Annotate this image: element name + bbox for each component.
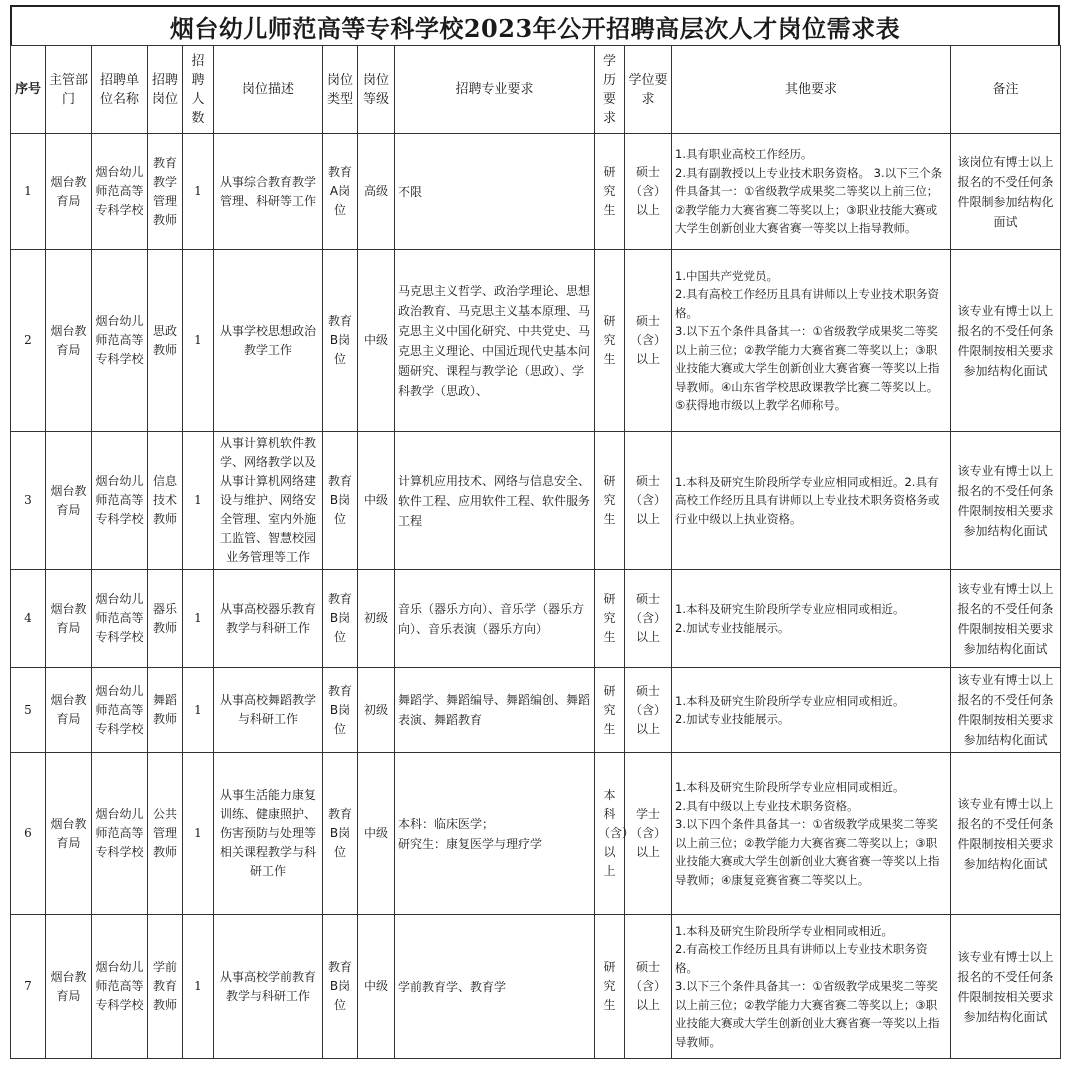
row-degree: 硕士（含）以上 [625, 668, 672, 753]
table-row [11, 753, 1061, 915]
row-seq: 2 [11, 250, 46, 432]
row-desc: 从事综合教育教学管理、科研等工作 [214, 134, 323, 250]
row-post: 信息技术教师 [148, 432, 183, 570]
row-dept: 烟台教育局 [46, 915, 92, 1059]
row-desc: 从事学校思想政治教学工作 [214, 250, 323, 432]
row-unit: 烟台幼儿师范高等专科学校 [92, 134, 148, 250]
row-unit: 烟台幼儿师范高等专科学校 [92, 668, 148, 753]
row-note: 该岗位有博士以上报名的不受任何条件限制参加结构化面试 [951, 134, 1061, 250]
header-post: 招聘岗位 [148, 46, 183, 134]
row-other: 1.具有职业高校工作经历。 2.具有副教授以上专业技术职务资格。 3.以下三个条件具备其一：①省级教学成果奖二等奖以上前三位；②教学能力大赛省赛二等奖以上；③职业技能大赛或大学生创新创业大赛省赛一等奖以上指导教师。 [672, 134, 951, 250]
row-degree: 学士（含）以上 [625, 753, 672, 915]
row-type: 教育B岗位 [323, 668, 358, 753]
row-level: 中级 [358, 915, 395, 1059]
row-desc: 从事高校器乐教育教学与科研工作 [214, 570, 323, 668]
sheet-title: 烟台幼儿师范高等专科学校2023年公开招聘高层次人才岗位需求表 [10, 5, 1060, 45]
row-unit: 烟台幼儿师范高等专科学校 [92, 753, 148, 915]
row-count: 1 [183, 570, 214, 668]
row-seq: 3 [11, 432, 46, 570]
row-level: 中级 [358, 250, 395, 432]
row-major: 学前教育学、教育学 [395, 915, 595, 1059]
positions-table [10, 45, 1061, 1059]
row-type: 教育B岗位 [323, 250, 358, 432]
table-row [11, 432, 1061, 570]
header-seq: 序号 [11, 46, 46, 134]
row-count: 1 [183, 668, 214, 753]
recruitment-sheet [10, 5, 1060, 1052]
header-row [11, 46, 1061, 134]
row-degree: 硕士（含）以上 [625, 134, 672, 250]
header-unit: 招聘单位名称 [92, 46, 148, 134]
header-major: 招聘专业要求 [395, 46, 595, 134]
row-dept: 烟台教育局 [46, 134, 92, 250]
row-other: 1.中国共产党党员。 2.具有高校工作经历且具有讲师以上专业技术职务资格。 3.以下五个条件具备其一：①省级教学成果奖二等奖以上前三位；②教学能力大赛省赛二等奖以上；③职业技能大赛或大学生创新创业大赛省赛一等奖以上指导教师。④山东省学校思政课教学比赛二等奖以上。⑤获得地市级以上教学名师称号。 [672, 250, 951, 432]
row-dept: 烟台教育局 [46, 753, 92, 915]
row-seq: 6 [11, 753, 46, 915]
row-level: 中级 [358, 753, 395, 915]
row-desc: 从事生活能力康复训练、健康照护、伤害预防与处理等相关课程教学与科研工作 [214, 753, 323, 915]
row-note: 该专业有博士以上报名的不受任何条件限制按相关要求参加结构化面试 [951, 250, 1061, 432]
row-dept: 烟台教育局 [46, 250, 92, 432]
row-edu: 研究生 [595, 668, 625, 753]
row-edu: 研究生 [595, 134, 625, 250]
table-row [11, 915, 1061, 1059]
row-level: 高级 [358, 134, 395, 250]
row-count: 1 [183, 134, 214, 250]
row-count: 1 [183, 432, 214, 570]
row-major: 马克思主义哲学、政治学理论、思想政治教育、马克思主义基本原理、马克思主义中国化研究、中共党史、马克思主义理论、中国近现代史基本问题研究、课程与教学论（思政）、学科教学（思政）、 [395, 250, 595, 432]
row-degree: 硕士（含）以上 [625, 570, 672, 668]
row-other: 1.本科及研究生阶段所学专业应相同或相近。 2.具有中级以上专业技术职务资格。 3.以下四个条件具备其一：①省级教学成果奖二等奖以上前三位；②教学能力大赛省赛二等奖以上；③职业技能大赛或大学生创新创业大赛省赛一等奖以上指导教师；④康复竞赛省赛二等奖以上。 [672, 753, 951, 915]
row-unit: 烟台幼儿师范高等专科学校 [92, 432, 148, 570]
row-seq: 7 [11, 915, 46, 1059]
row-post: 公共管理教师 [148, 753, 183, 915]
row-unit: 烟台幼儿师范高等专科学校 [92, 570, 148, 668]
row-post: 器乐教师 [148, 570, 183, 668]
row-post: 思政教师 [148, 250, 183, 432]
row-count: 1 [183, 915, 214, 1059]
row-major: 不限 [395, 134, 595, 250]
row-major: 舞蹈学、舞蹈编导、舞蹈编创、舞蹈表演、舞蹈教育 [395, 668, 595, 753]
header-degree: 学位要求 [625, 46, 672, 134]
row-unit: 烟台幼儿师范高等专科学校 [92, 915, 148, 1059]
row-count: 1 [183, 250, 214, 432]
row-dept: 烟台教育局 [46, 432, 92, 570]
row-edu: 本科（含）以上 [595, 753, 625, 915]
header-edu: 学历要求 [595, 46, 625, 134]
row-level: 中级 [358, 432, 395, 570]
row-major: 计算机应用技术、网络与信息安全、软件工程、应用软件工程、软件服务工程 [395, 432, 595, 570]
header-desc: 岗位描述 [214, 46, 323, 134]
row-level: 初级 [358, 668, 395, 753]
header-dept: 主管部门 [46, 46, 92, 134]
row-edu: 研究生 [595, 432, 625, 570]
row-major: 本科：临床医学； 研究生：康复医学与理疗学 [395, 753, 595, 915]
row-seq: 4 [11, 570, 46, 668]
row-dept: 烟台教育局 [46, 570, 92, 668]
row-unit: 烟台幼儿师范高等专科学校 [92, 250, 148, 432]
row-note: 该专业有博士以上报名的不受任何条件限制按相关要求参加结构化面试 [951, 570, 1061, 668]
row-edu: 研究生 [595, 570, 625, 668]
row-degree: 硕士（含）以上 [625, 250, 672, 432]
row-other: 1.本科及研究生阶段所学专业相同或相近。 2.有高校工作经历且具有讲师以上专业技术职务资格。 3.以下三个条件具备其一：①省级教学成果奖二等奖以上前三位；②教学能力大赛省赛二等奖以上；③职业技能大赛或大学生创新创业大赛省赛一等奖以上指导教师。 [672, 915, 951, 1059]
table-row [11, 134, 1061, 250]
row-type: 教育B岗位 [323, 753, 358, 915]
row-level: 初级 [358, 570, 395, 668]
row-degree: 硕士（含）以上 [625, 915, 672, 1059]
row-edu: 研究生 [595, 915, 625, 1059]
row-seq: 1 [11, 134, 46, 250]
row-major: 音乐（器乐方向）、音乐学（器乐方向）、音乐表演（器乐方向） [395, 570, 595, 668]
row-note: 该专业有博士以上报名的不受任何条件限制按相关要求参加结构化面试 [951, 915, 1061, 1059]
table-row [11, 668, 1061, 753]
row-post: 舞蹈教师 [148, 668, 183, 753]
row-degree: 硕士（含）以上 [625, 432, 672, 570]
header-level: 岗位等级 [358, 46, 395, 134]
row-desc: 从事计算机软件教学、网络教学以及从事计算机网络建设与维护、网络安全管理、室内外施工监管、智慧校园业务管理等工作 [214, 432, 323, 570]
header-type: 岗位类型 [323, 46, 358, 134]
row-note: 该专业有博士以上报名的不受任何条件限制按相关要求参加结构化面试 [951, 753, 1061, 915]
header-count: 招聘人数 [183, 46, 214, 134]
header-note: 备注 [951, 46, 1061, 134]
row-dept: 烟台教育局 [46, 668, 92, 753]
row-seq: 5 [11, 668, 46, 753]
row-other: 1.本科及研究生阶段所学专业应相同或相近。 2.加试专业技能展示。 [672, 668, 951, 753]
row-note: 该专业有博士以上报名的不受任何条件限制按相关要求参加结构化面试 [951, 432, 1061, 570]
row-post: 教育教学管理教师 [148, 134, 183, 250]
row-post: 学前教育教师 [148, 915, 183, 1059]
row-type: 教育A岗位 [323, 134, 358, 250]
row-type: 教育B岗位 [323, 432, 358, 570]
header-other: 其他要求 [672, 46, 951, 134]
row-type: 教育B岗位 [323, 915, 358, 1059]
row-other: 1.本科及研究生阶段所学专业应相同或相近。 2.加试专业技能展示。 [672, 570, 951, 668]
row-edu: 研究生 [595, 250, 625, 432]
row-type: 教育B岗位 [323, 570, 358, 668]
table-row [11, 570, 1061, 668]
row-desc: 从事高校舞蹈教学与科研工作 [214, 668, 323, 753]
row-count: 1 [183, 753, 214, 915]
row-note: 该专业有博士以上报名的不受任何条件限制按相关要求参加结构化面试 [951, 668, 1061, 753]
row-desc: 从事高校学前教育教学与科研工作 [214, 915, 323, 1059]
row-other: 1.本科及研究生阶段所学专业应相同或相近。2.具有高校工作经历且具有讲师以上专业技术职务资格务或行业中级以上执业资格。 [672, 432, 951, 570]
table-row [11, 250, 1061, 432]
